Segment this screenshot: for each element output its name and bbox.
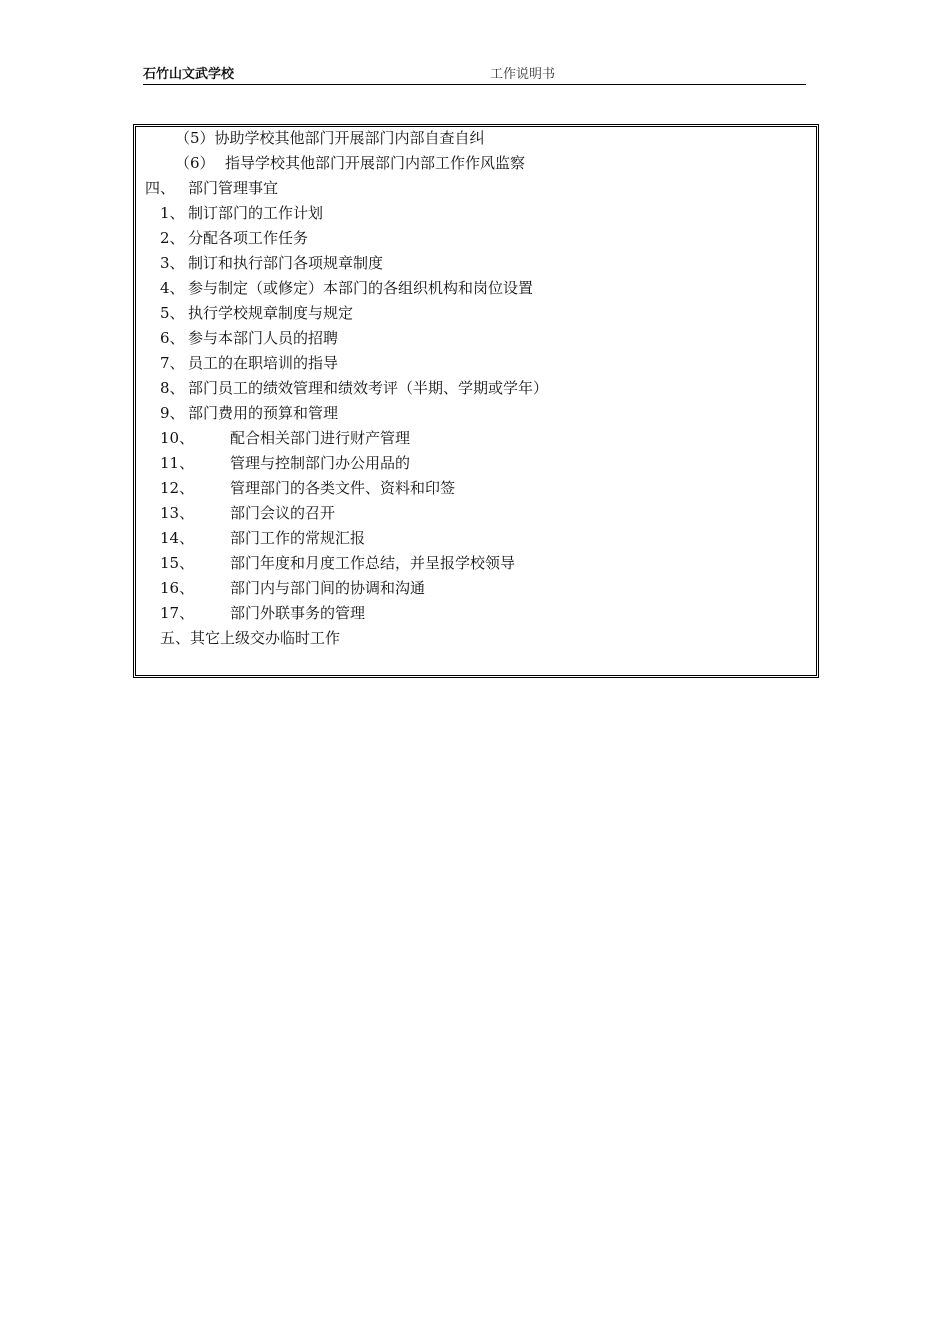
duty-text: 部门年度和月度工作总结，并呈报学校领导 xyxy=(230,554,516,572)
duty-text: 部门工作的常规汇报 xyxy=(230,529,366,547)
duty-number: 12、 xyxy=(160,479,195,497)
duty-number: 6、 xyxy=(160,329,185,347)
duty-number: 11、 xyxy=(160,454,195,472)
duty-text: 参与制定（或修定）本部门的各组织机构和岗位设置 xyxy=(188,279,534,297)
duty-number: 1、 xyxy=(160,204,185,222)
duty-number: 7、 xyxy=(160,354,185,372)
section-five-text: 五、其它上级交办临时工作 xyxy=(160,629,341,647)
duty-text: 管理部门的各类文件、资料和印签 xyxy=(230,479,456,497)
duty-text: 配合相关部门进行财产管理 xyxy=(230,429,411,447)
section-four-title: 部门管理事宜 xyxy=(188,179,279,197)
duty-number: 5、 xyxy=(160,304,185,322)
duty-text: 分配各项工作任务 xyxy=(188,229,309,247)
duty-text: 执行学校规章制度与规定 xyxy=(188,304,354,322)
duty-number: 4、 xyxy=(160,279,185,297)
duty-number: 2、 xyxy=(160,229,185,247)
page-header xyxy=(143,66,806,85)
duty-number: 8、 xyxy=(160,379,185,397)
duty-text: 制订和执行部门各项规章制度 xyxy=(188,254,384,272)
duty-text: 管理与控制部门办公用品的 xyxy=(230,454,411,472)
duty-number: 13、 xyxy=(160,504,195,522)
duty-text: 制订部门的工作计划 xyxy=(188,204,324,222)
duty-text: 部门员工的绩效管理和绩效考评（半期、学期或学年） xyxy=(188,379,549,397)
document-title: 工作说明书 xyxy=(490,67,556,82)
duty-number: 3、 xyxy=(160,254,185,272)
sub-item-5-text: （5）协助学校其他部门开展部门内部自查自纠 xyxy=(175,129,485,147)
duty-number: 10、 xyxy=(160,429,195,447)
section-four-number: 四、 xyxy=(145,179,176,197)
duty-text: 参与本部门人员的招聘 xyxy=(188,329,339,347)
duty-number: 9、 xyxy=(160,404,185,422)
school-name: 石竹山文武学校 xyxy=(143,67,235,82)
duty-text: 员工的在职培训的指导 xyxy=(188,354,339,372)
duty-text: 部门外联事务的管理 xyxy=(230,604,366,622)
sub-item-6-number: （6） xyxy=(175,154,215,172)
duty-number: 15、 xyxy=(160,554,195,572)
duty-number: 16、 xyxy=(160,579,195,597)
duty-text: 部门会议的召开 xyxy=(230,504,336,522)
duty-text: 部门费用的预算和管理 xyxy=(188,404,339,422)
duty-text: 部门内与部门间的协调和沟通 xyxy=(230,579,426,597)
sub-item-6-text: 指导学校其他部门开展部门内部工作作风监察 xyxy=(225,154,526,172)
duty-number: 14、 xyxy=(160,529,195,547)
duty-number: 17、 xyxy=(160,604,195,622)
